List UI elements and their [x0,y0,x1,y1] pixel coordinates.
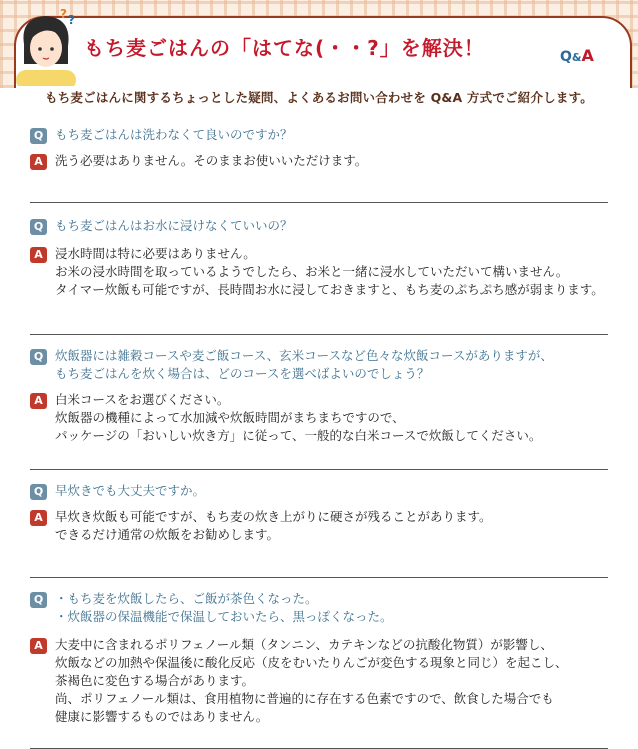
answer-text [55,636,568,726]
answer-line: 大麦中に含まれるポリフェノール類（タンニン、カテキンなどの抗酸化物質）が影響し、 [55,637,553,652]
question-line: もち麦ごはんは洗わなくて良いのですか？ [55,127,293,142]
question-row [30,347,608,383]
a-badge-icon: A [30,510,47,526]
a-badge-icon: A [30,247,47,263]
answer-line: 炊飯などの加熱や保温後に酸化反応（皮をむいたりんごが変色する現象と同じ）を起こし、 [55,655,568,670]
qa-list [0,114,638,749]
answer-line: お米の浸水時間を取っているようでしたら、お米と一緒に浸水していただいて構いません。 [55,264,569,279]
qa-logo-q: Q [560,49,572,65]
answer-line: パッケージの「おいしい炊き方」に従って、一般的な白米コースで炊飯してください。 [55,428,542,443]
question-line: もち麦ごはんはお水に浸けなくていいの？ [55,218,293,233]
q-badge-icon: Q [30,219,47,235]
qa-item [30,217,608,335]
qa-logo-a: A [581,46,594,65]
question-text [55,126,293,144]
a-badge-icon: A [30,393,47,409]
answer-text [55,245,604,299]
answer-text [55,152,367,170]
intro-text: もち麦ごはんに関するちょっとした疑問、よくあるお問い合わせを Q&A 方式でご紹介します。 [45,90,593,105]
question-row [30,126,608,144]
q-badge-icon: Q [30,349,47,365]
question-line: もち麦ごはんを炊く場合は、どのコースを選べばよいのでしょう？ [55,366,430,381]
header-banner [0,0,638,88]
answer-row [30,391,608,445]
answer-line: できるだけ通常の炊飯をお勧めします。 [55,527,280,542]
question-text [55,217,293,235]
answer-line: 炊飯器の機種によって水加減や炊飯時間がまちまちですので、 [55,410,405,425]
answer-row [30,508,608,544]
svg-text:?: ? [60,7,67,21]
question-text [55,590,393,626]
qa-logo-amp: & [571,51,582,64]
question-line: 早炊きでも大丈夫ですか。 [55,483,206,498]
question-row [30,217,608,235]
question-line: ・炊飯器の保温機能で保温しておいたら、黒っぽくなった。 [55,609,393,624]
answer-row [30,245,608,299]
qa-item [30,347,608,470]
q-badge-icon: Q [30,128,47,144]
answer-line: 茶褐色に変色する場合があります。 [55,673,255,688]
q-badge-icon: Q [30,592,47,608]
question-text [55,347,553,383]
answer-line: 早炊き炊飯も可能ですが、もち麦の炊き上がりに硬さが残ることがあります。 [55,509,492,524]
qa-logo [560,46,594,65]
question-row [30,590,608,626]
qa-item [30,590,608,749]
a-badge-icon: A [30,154,47,170]
q-badge-icon: Q [30,484,47,500]
answer-row [30,636,608,726]
question-row [30,482,608,500]
svg-text:?: ? [68,13,75,27]
qa-item [30,126,608,203]
page-title: もち麦ごはんの「はてな(・・?」を解決！ [84,36,485,60]
girl-mascot-icon [10,4,82,86]
answer-line: 浸水時間は特に必要はありません。 [55,246,256,261]
answer-row [30,152,608,170]
answer-line: 尚、ポリフェノール類は、食用植物に普遍的に存在する色素ですので、飲食した場合でも [55,691,554,706]
answer-line: 健康に影響するものではありません。 [55,709,269,724]
question-line: ・もち麦を炊飯したら、ご飯が茶色くなった。 [55,591,318,606]
question-line: 炊飯器には雑穀コースや麦ご飯コース、玄米コースなど色々な炊飯コースがありますが、 [55,348,553,363]
answer-text [55,391,541,445]
a-badge-icon: A [30,638,47,654]
answer-text [55,508,492,544]
answer-line: 白米コースをお選びください。 [55,392,230,407]
qa-item [30,482,608,578]
question-text [55,482,205,500]
answer-line: タイマー炊飯も可能ですが、長時間お水に浸しておきますと、もち麦のぷちぷち感が弱まります。 [55,282,604,297]
answer-line: 洗う必要はありません。そのままお使いいただけます。 [55,153,368,168]
